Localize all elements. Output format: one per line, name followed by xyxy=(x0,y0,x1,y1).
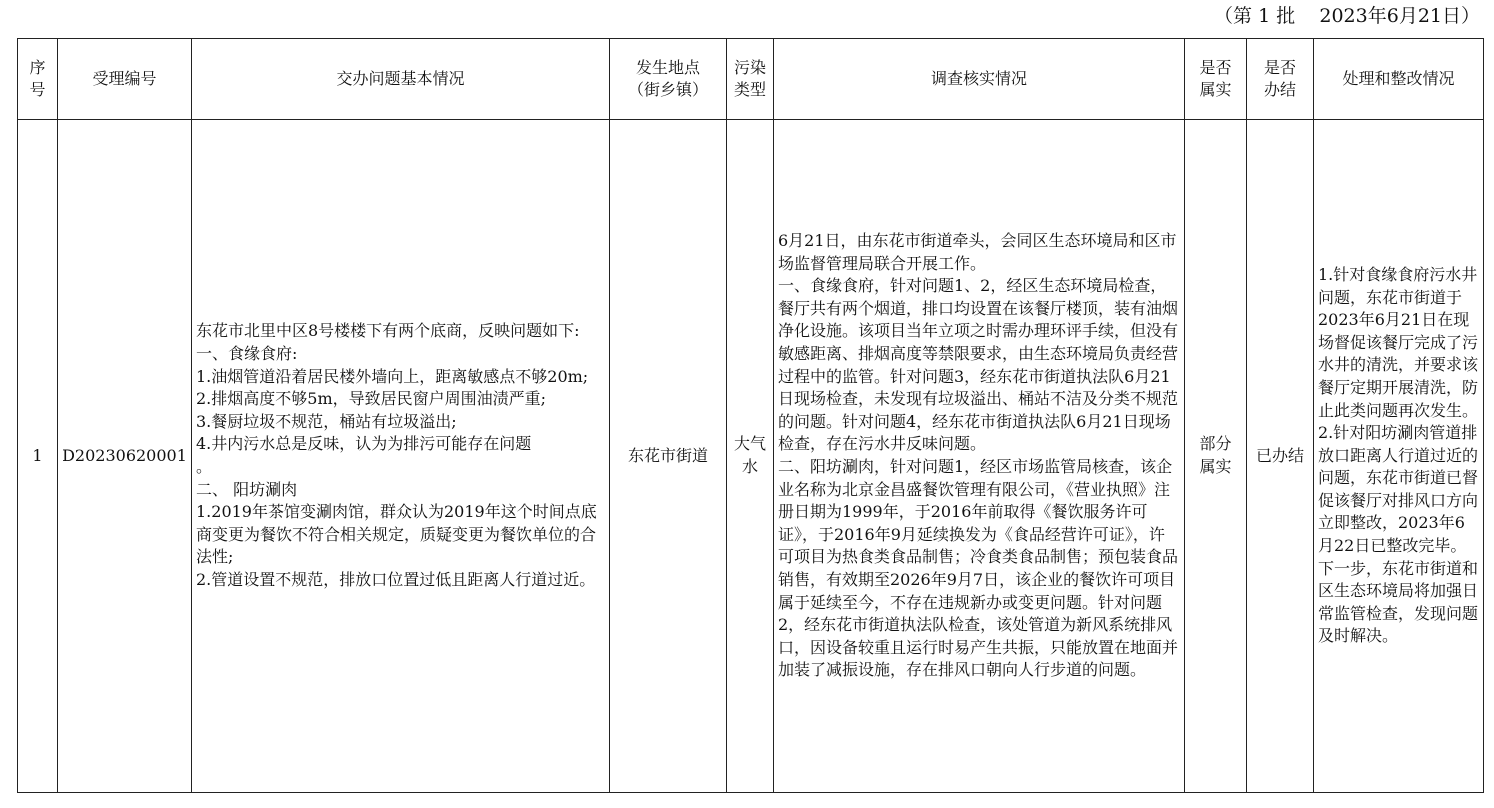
batch-date-label: （第 1 批 2023年6月21日） xyxy=(1214,5,1480,27)
cell-investigation: 6月21日，由东花市街道牵头，会同区生态环境局和区市场监督管理局联合开展工作。 一、食缘食府，针对问题1、2，经区生态环境局检查，餐厅共有两个烟道，排口均设置在该餐厅楼顶，装有油烟净化设施。该项目当年立项之时需办理环评手续，但没有敏感距离、排烟高度等禁限要求，由生态环境局负责经营过程中的监管。针对问题3，经东花市街道执法队6月21日现场检查，未发现有垃圾溢出、桶站不洁及分类不规范的问题。针对问题4，经东花市街道执法队6月21日现场检查，存在污水井反味问题。 二、阳坊涮肉，针对问题1，经区市场监管局核查，该企业名称为北京金昌盛餐饮管理有限公司，《营业执照》注册日期为1999年，于2016年前取得《餐饮服务许可证》，于2016年9月延续换发为《食品经营许可证》，许可项目为热食类食品制售；冷食类食品制售；预包装食品销售，有效期至2026年9月7日，该企业的餐饮许可项目属于延续至今，不存在违规新办或变更问题。针对问题2，经东花市街道执法队检查，该处管道为新风系统排风口，因设备较重且运行时易产生共振，只能放置在地面并加装了减振设施，存在排风口朝向人行步道的问题。 xyxy=(774,120,1185,793)
header-location: 发生地点 （街乡镇） xyxy=(610,39,727,120)
table-header-row xyxy=(18,39,1484,120)
header-problem: 交办问题基本情况 xyxy=(192,39,610,120)
header-seq: 序 号 xyxy=(18,39,58,120)
cell-seq: 1 xyxy=(18,120,58,793)
cell-problem: 东花市北里中区8号楼楼下有两个底商，反映问题如下: 一、食缘食府: 1.油烟管道沿着居民楼外墙向上，距离敏感点不够20m; 2.排烟高度不够5m，导致居民窗户周围油渍严重; 3.餐厨垃圾不规范，桶站有垃圾溢出; 4.井内污水总是反味，认为为排污可能存在问题 。 二、 阳坊涮肉 1.2019年茶馆变涮肉馆，群众认为2019年这个时间点底商变更为餐饮不符合相关规定，质疑变更为餐饮单位的合法性; 2.管道设置不规范，排放口位置过低且距离人行道过近。 xyxy=(192,120,610,793)
table-row xyxy=(18,120,1484,793)
complaint-table xyxy=(17,38,1484,793)
header-is-true: 是否 属实 xyxy=(1185,39,1247,120)
cell-is-true: 部分 属实 xyxy=(1185,120,1247,793)
header-is-closed: 是否 办结 xyxy=(1247,39,1314,120)
header-id: 受理编号 xyxy=(58,39,192,120)
header-pollution-type: 污染 类型 xyxy=(727,39,774,120)
cell-is-closed: 已办结 xyxy=(1247,120,1314,793)
header-investigation: 调查核实情况 xyxy=(774,39,1185,120)
cell-id: D20230620001 xyxy=(58,120,192,793)
header-handling: 处理和整改情况 xyxy=(1314,39,1484,120)
cell-pollution-type: 大气 水 xyxy=(727,120,774,793)
cell-location: 东花市街道 xyxy=(610,120,727,793)
cell-handling: 1.针对食缘食府污水井问题，东花市街道于2023年6月21日在现场督促该餐厅完成了污水井的清洗，并要求该餐厅定期开展清洗，防止此类问题再次发生。 2.针对阳坊涮肉管道排放口距离人行道过近的问题，东花市街道已督促该餐厅对排风口方向立即整改，2023年6月22日已整改完毕。 下一步，东花市街道和区生态环境局将加强日常监管检查，发现问题及时解决。 xyxy=(1314,120,1484,793)
